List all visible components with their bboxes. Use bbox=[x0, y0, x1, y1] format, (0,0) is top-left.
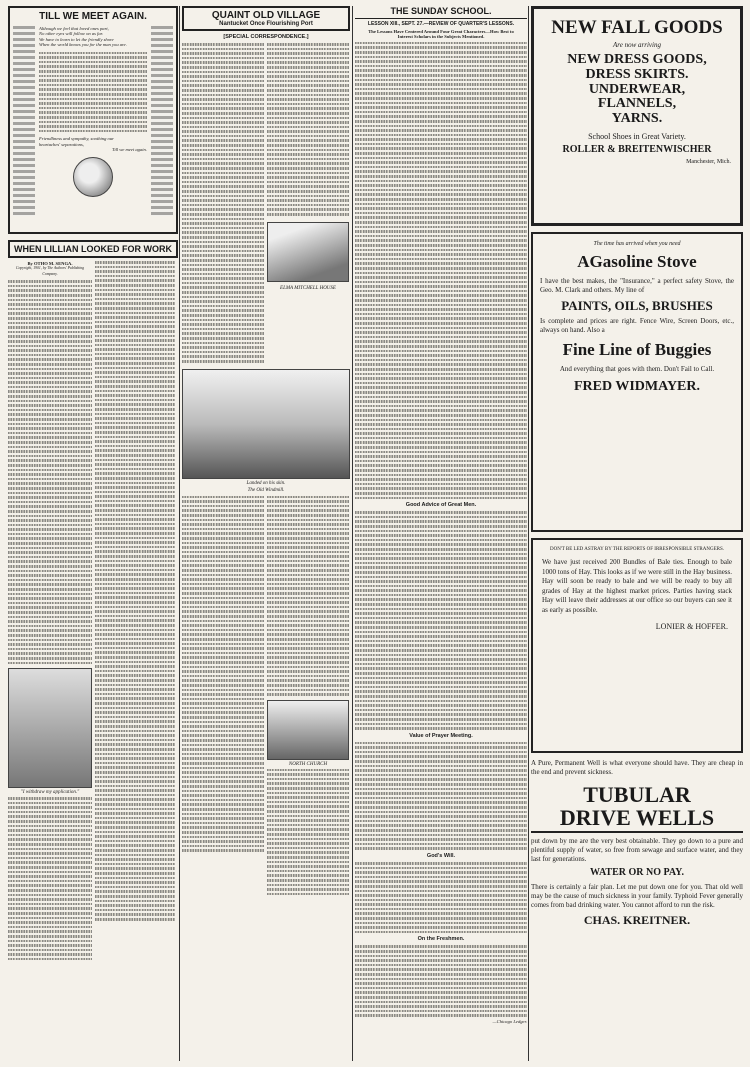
story-copyright: Copyright, 1901, by The Authors' Publishing Company. bbox=[15, 266, 85, 276]
drive-body: put down by me are the very best obtainable. They go down to a pure and plentiful supply of water, so free from sewage and surface water, and they last for generations. bbox=[531, 837, 743, 864]
landed-caption: Landed on his skin. bbox=[246, 480, 286, 486]
poem-body bbox=[39, 26, 147, 216]
house-illustration bbox=[267, 222, 349, 282]
poem-line: We have to learn to let the friendly shore bbox=[39, 36, 114, 42]
poem-line: Although we feel that loved ones part, bbox=[39, 26, 109, 31]
poem-line: heartaches' separations, bbox=[39, 141, 84, 147]
poem-line: Till we meet again. bbox=[112, 147, 147, 153]
fall-goods-sub: Are now arriving bbox=[613, 40, 661, 49]
floral-border-right bbox=[151, 26, 173, 216]
story-text bbox=[8, 797, 92, 960]
village-text bbox=[267, 769, 349, 896]
sunday-school-header: THE SUNDAY SCHOOL. bbox=[355, 6, 527, 19]
story-byline: By OTHO M. SENGA. bbox=[27, 261, 73, 266]
sunday-text bbox=[355, 42, 527, 499]
buggies-body: And everything that goes with them. Don't Fail to Call. bbox=[559, 364, 715, 373]
column-4 bbox=[531, 6, 743, 1061]
stove-time: The time has arrived when you need bbox=[593, 241, 681, 247]
windmill-caption: The Old Windmill. bbox=[247, 487, 285, 493]
warning-body: We have just received 200 Bundles of Bale ties. Enough to bale 1000 tons of Hay. This looks as if we were still in the Hay business. Hay will soon be ready to bale and we will be ready to buy all grades of Hay at the highest market prices. Parties having stack Hay will leave their addresses at our office so our buyers can see it as early as possible. bbox=[542, 558, 732, 614]
paints-title: PAINTS, OILS, BRUSHES bbox=[561, 298, 713, 314]
goods-item: YARNS. bbox=[611, 111, 663, 127]
value-prayer-head: Value of Prayer Meeting. bbox=[409, 732, 473, 739]
poem-line: Friendliness and sympathy, soothing our bbox=[39, 136, 114, 142]
well-intro: A Pure, Permanent Well is what everyone should have. They are cheap in the end and prevent sickness. bbox=[531, 759, 743, 776]
lesson-subhead: The Lessons Have Centered Around Four Great Characters—How Best to Interest Scholars in the Subjects Mentioned. bbox=[368, 29, 514, 40]
school-shoes: School Shoes in Great Variety. bbox=[588, 131, 686, 141]
tubular-title: TUBULAR bbox=[583, 782, 691, 807]
kreitner-name: CHAS. KREITNER. bbox=[583, 912, 691, 927]
sunday-text bbox=[355, 742, 527, 850]
village-right-bottom bbox=[267, 496, 349, 896]
village-text bbox=[267, 43, 349, 363]
goods-item: UNDERWEAR, bbox=[588, 81, 686, 97]
drive-wells-title: DRIVE WELLS bbox=[531, 806, 743, 833]
column-1 bbox=[8, 6, 178, 1061]
stove-title: AGasoline Stove bbox=[577, 252, 697, 272]
widmayer-name: FRED WIDMAYER. bbox=[573, 378, 700, 394]
water-or-no-pay: WATER OR NO PAY. bbox=[590, 867, 684, 879]
fall-goods-ad bbox=[531, 6, 743, 226]
poem-illustration bbox=[73, 157, 113, 197]
store-city: Manchester, Mich. bbox=[686, 158, 731, 165]
column-3 bbox=[355, 6, 527, 1061]
village-title: QUAINT OLD VILLAGE bbox=[211, 10, 321, 21]
story-illustration bbox=[8, 668, 92, 788]
house-caption: ELMA MITCHELL HOUSE bbox=[280, 285, 336, 291]
goods-item: DRESS SKIRTS. bbox=[585, 66, 689, 82]
story-text bbox=[8, 280, 92, 664]
sunday-text bbox=[355, 862, 527, 934]
village-subtitle: Nantucket Once Flourishing Port bbox=[219, 21, 313, 27]
stove-ad bbox=[531, 232, 743, 532]
freshmen-head: On the Freshmen. bbox=[417, 936, 465, 943]
fall-goods-title: NEW FALL GOODS bbox=[551, 17, 723, 38]
village-text bbox=[267, 496, 349, 696]
warning-title: DON'T BE LED ASTRAY BY THE REPORTS OF IRRESPONSIBLE STRANGERS. bbox=[549, 547, 725, 552]
goods-item: NEW DRESS GOODS, bbox=[567, 52, 707, 68]
village-text bbox=[182, 496, 264, 896]
church-illustration bbox=[267, 700, 349, 760]
goods-item: FLANNELS, bbox=[597, 96, 677, 112]
lonier-hoffer: LONIER & HOFFER. bbox=[655, 622, 728, 632]
floral-border-left bbox=[13, 26, 35, 216]
poem-title: TILL WE MEET AGAIN. bbox=[39, 11, 147, 22]
column-rule bbox=[528, 6, 529, 1061]
sunday-text bbox=[355, 511, 527, 730]
story-text bbox=[95, 261, 175, 921]
good-advice-head: Good Advice of Great Men. bbox=[405, 502, 477, 509]
story-title: WHEN LILLIAN LOOKED FOR WORK bbox=[14, 244, 172, 254]
story-caption: "I withdraw my application." bbox=[20, 790, 80, 796]
column-rule bbox=[352, 6, 353, 1061]
windmill-illustration bbox=[182, 369, 350, 479]
special-correspondence: [SPECIAL CORRESPONDENCE.] bbox=[223, 34, 309, 40]
poem-box bbox=[8, 6, 178, 234]
water-body: There is certainly a fair plan. Let me put down one for you. That old well may be the cause of much sickness in your family. Typhoid Fever generally comes from bad drinking water. You cannot afford to run the risk. bbox=[531, 882, 743, 909]
hay-ad bbox=[531, 538, 743, 753]
story-col-left bbox=[8, 261, 92, 960]
poem-text bbox=[39, 52, 147, 133]
paints-body: Is complete and prices are right. Fence Wire, Screen Doors, etc., always on hand. Also a bbox=[540, 316, 734, 334]
poem-line: When the world knows you for the man you are. bbox=[39, 42, 127, 48]
poem-line: No other eyes will follow on as far. bbox=[39, 31, 104, 37]
village-text bbox=[182, 43, 264, 363]
church-caption: NORTH CHURCH bbox=[288, 761, 328, 767]
column-2 bbox=[182, 6, 350, 1061]
chicago-ledger: —Chicago Ledger. bbox=[492, 1018, 527, 1024]
village-header bbox=[182, 6, 350, 31]
store-name: ROLLER & BREITENWISCHER bbox=[562, 144, 712, 156]
buggies-title: Fine Line of Buggies bbox=[562, 339, 712, 359]
stove-body: I have the best makes, the "Insurance," a perfect safety Stove, the Geo. M. Clark and others. My line of bbox=[540, 277, 734, 295]
lesson-line: LESSON XIII., SEPT. 27.—REVIEW OF QUARTER'S LESSONS. bbox=[367, 21, 515, 27]
gods-will-head: God's Will. bbox=[426, 852, 456, 859]
wells-ad bbox=[531, 759, 743, 926]
sunday-text bbox=[355, 945, 527, 1017]
column-rule bbox=[179, 6, 180, 1061]
story-header bbox=[8, 240, 178, 258]
story-col-right bbox=[95, 261, 175, 960]
